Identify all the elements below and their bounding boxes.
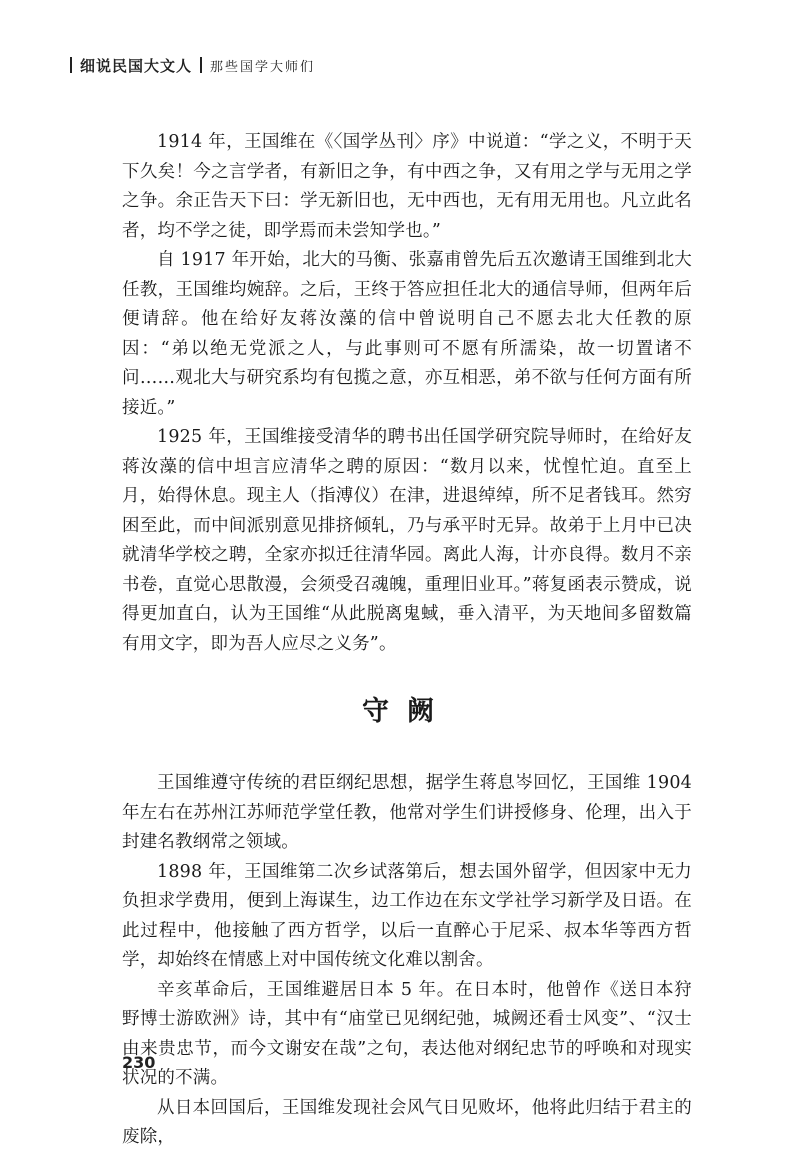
paragraph: 1925 年，王国维接受清华的聘书出任国学研究院导师时，在给好友蒋汝藻的信中坦言应清华之聘的原因：“数月以来，忧惶忙迫。直至上月，始得休息。现主人（指溥仪）在津，进退绰绰，所不足者钱耳。然穷困至此，而中间派别意见排挤倾轧，乃与承平时无异。故弟于上月中已决就清华学校之聘，全家亦拟迁往清华园。离此人海，计亦良得。数月不亲书卷，直觉心思散漫，会须受召魂魄，重理旧业耳。”蒋复函表示赞成，说得更加直白，认为王国维“从此脱离鬼蜮，垂入清平，为天地间多留数篇有用文字，即为吾人应尽之义务”。 <box>122 427 692 654</box>
header-divider <box>200 57 202 73</box>
section-title: 守阙 <box>362 696 452 727</box>
paragraph: 辛亥革命后，王国维避居日本 5 年。在日本时，他曾作《送日本狩野博士游欧洲》诗，其中有“庙堂已见纲纪弛，城阙还看士风变”、“汉士由来贵忠节，而今文谢安在哉”之句，表达他对纲纪忠节的呼唤和对现实状况的不满。 <box>122 979 692 1088</box>
series-title: 那些国学大师们 <box>210 59 316 75</box>
paragraph: 王国维遵守传统的君臣纲纪思想，据学生蒋息岑回忆，王国维 1904 年左右在苏州江苏师范学堂任教，他常对学生们讲授修身、伦理，出入于封建名教纲常之领域。 <box>122 773 692 852</box>
book-title: 细说民国大文人 <box>80 56 193 75</box>
header-divider <box>70 57 72 73</box>
paragraph: 1914 年，王国维在《〈国学丛刊〉序》中说道：“学之义，不明于天下久矣！今之言学者，有新旧之争，有中西之争，又有用之学与无用之学之争。余正告天下曰：学无新旧也，无中西也，无有用无用也。凡立此名者，均不学之徒，即学焉而未尝知学也。” <box>122 132 692 241</box>
page-number: 230 <box>122 1053 156 1072</box>
paragraph: 1898 年，王国维第二次乡试落第后，想去国外留学，但因家中无力负担求学费用，便到上海谋生，边工作边在东文学社学习新学及日语。在此过程中，他接触了西方哲学，以后一直醉心于尼采、叔本华等西方哲学，却始终在情感上对中国传统文化难以割舍。 <box>122 861 692 970</box>
paragraph: 自 1917 年开始，北大的马衡、张嘉甫曾先后五次邀请王国维到北大任教，王国维均婉辞。之后，王终于答应担任北大的通信导师，但两年后便请辞。他在给好友蒋汝藻的信中曾说明自己不愿去北大任教的原因：“弟以绝无党派之人，与此事则可不愿有所濡染，故一切置诸不问……观北大与研究系均有包揽之意，亦互相恶，弟不欲与任何方面有所接近。” <box>122 250 692 418</box>
page-body <box>122 128 692 1153</box>
running-header <box>70 52 315 78</box>
paragraph: 从日本回国后，王国维发现社会风气日见败坏，他将此归结于君主的废除， <box>122 1097 692 1147</box>
